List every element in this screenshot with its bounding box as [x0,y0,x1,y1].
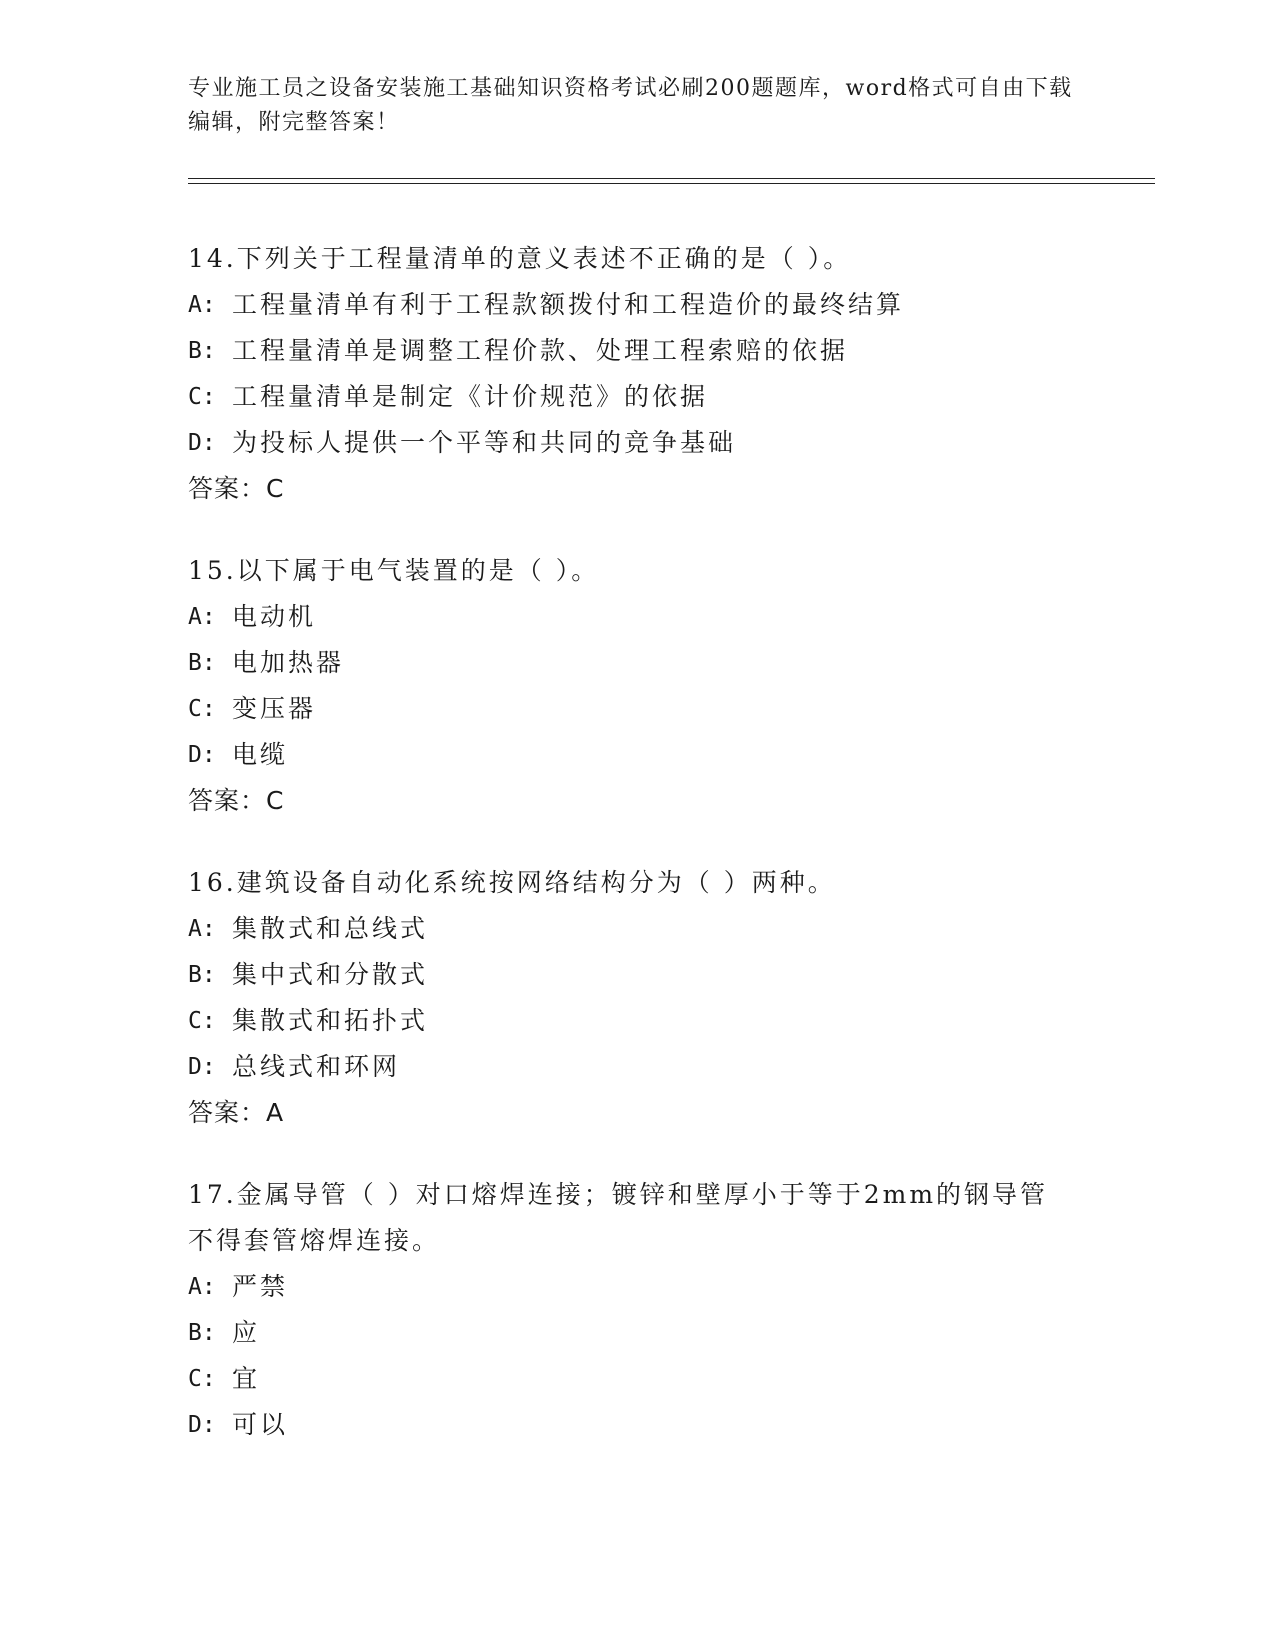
option-key: A: [188,916,216,942]
option-text: 总线式和环网 [232,1052,401,1081]
option-b [188,952,1148,998]
option-key: D: [188,1054,216,1080]
option-text: 集散式和总线式 [232,914,429,943]
option-d [188,1402,1148,1448]
question-stem: 14.下列关于工程量清单的意义表述不正确的是（ ）。 [188,244,852,273]
question-15 [188,548,1148,824]
question-stem: 15.以下属于电气装置的是（ ）。 [188,556,600,585]
option-a [188,594,1148,640]
answer-line: 答案：A [188,1098,285,1127]
option-text: 电动机 [232,602,317,631]
option-key: C: [188,1366,216,1392]
question-17 [188,1172,1148,1448]
option-c [188,998,1148,1044]
option-text: 集散式和拓扑式 [232,1006,429,1035]
question-list [188,236,1148,1484]
option-a [188,1264,1148,1310]
option-key: D: [188,1412,216,1438]
option-b [188,640,1148,686]
option-key: B: [188,338,216,364]
option-text: 变压器 [232,694,317,723]
option-d [188,732,1148,778]
option-key: B: [188,962,216,988]
option-key: C: [188,384,216,410]
option-text: 电缆 [232,740,289,769]
option-c [188,686,1148,732]
option-text: 可以 [232,1410,289,1439]
option-text: 工程量清单是调整工程价款、处理工程索赔的依据 [232,336,849,365]
option-text: 应 [232,1318,261,1347]
question-16 [188,860,1148,1136]
document-header: 专业施工员之设备安装施工基础知识资格考试必刷200题题库，word格式可自由下载编辑，附完整答案！ [188,76,1073,135]
option-b [188,1310,1148,1356]
option-c [188,1356,1148,1402]
option-text: 严禁 [232,1272,289,1301]
question-14 [188,236,1148,512]
option-b [188,328,1148,374]
option-key: A: [188,1274,216,1300]
answer-line: 答案：C [188,474,285,503]
option-text: 集中式和分散式 [232,960,429,989]
option-a [188,282,1148,328]
option-key: B: [188,650,216,676]
option-key: A: [188,292,216,318]
option-text: 工程量清单是制定《计价规范》的依据 [232,382,709,411]
header-divider-bottom [188,183,1155,184]
question-stem: 17.金属导管（ ）对口熔焊连接；镀锌和壁厚小于等于2mm的钢导管不得套管熔焊连接。 [188,1180,1049,1255]
option-text: 宜 [232,1364,261,1393]
answer-line: 答案：C [188,786,285,815]
option-key: C: [188,696,216,722]
option-key: C: [188,1008,216,1034]
option-key: A: [188,604,216,630]
option-d [188,420,1148,466]
option-c [188,374,1148,420]
option-key: B: [188,1320,216,1346]
option-text: 为投标人提供一个平等和共同的竞争基础 [232,428,737,457]
option-text: 工程量清单有利于工程款额拨付和工程造价的最终结算 [232,290,905,319]
option-d [188,1044,1148,1090]
option-a [188,906,1148,952]
question-stem: 16.建筑设备自动化系统按网络结构分为（ ）两种。 [188,868,836,897]
option-key: D: [188,742,216,768]
header-divider-top [188,178,1155,179]
option-text: 电加热器 [232,648,345,677]
option-key: D: [188,430,216,456]
